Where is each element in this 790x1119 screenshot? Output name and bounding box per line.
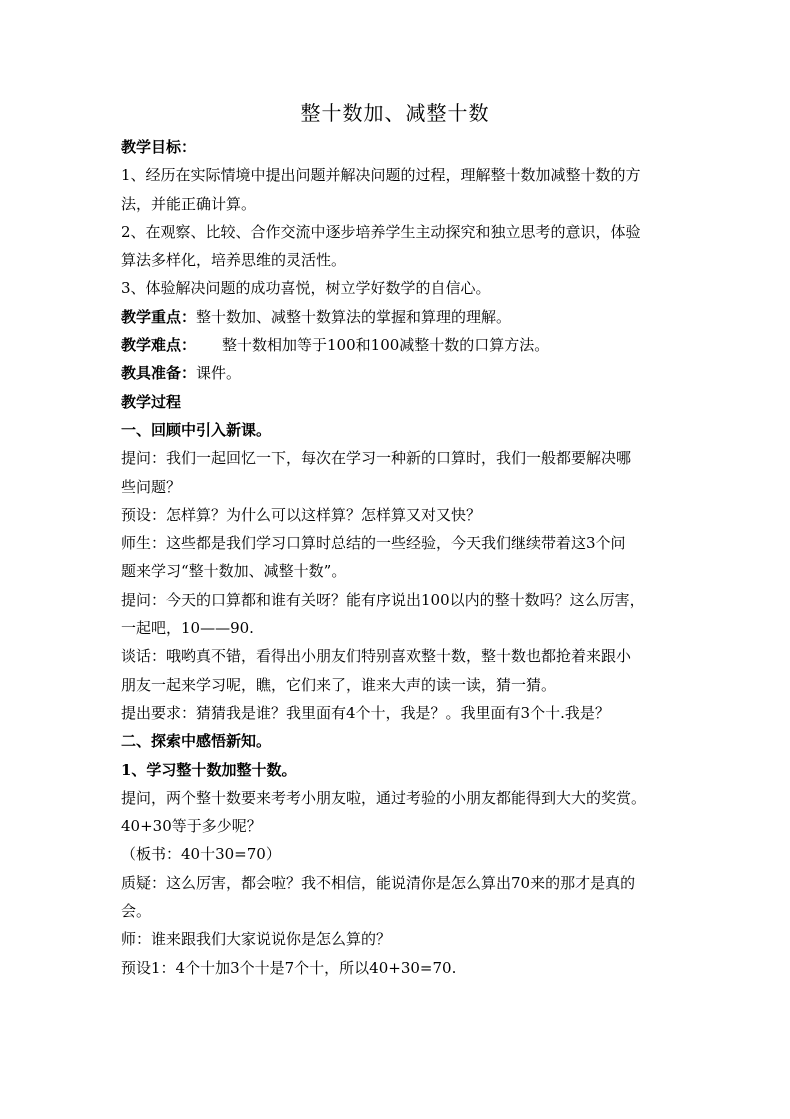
line-text: 提问，两个整十数要来考考小朋友啦，通过考验的小朋友都能得到大大的奖赏。 [121,788,647,807]
text-line [121,586,681,614]
line-text: 预设：怎样算？为什么可以这样算？怎样算又对又快？ [121,505,482,524]
line-text: 3、体验解决问题的成功喜悦，树立学好数学的自信心。 [121,279,491,298]
text-line [121,840,681,868]
line-text: 质疑：这么厉害，都会啦？我不相信，能说清你是怎么算出70来的那才是真的 [121,873,636,892]
line-text: 算法多样化，培养思维的灵活性。 [121,251,347,270]
text-line [121,274,681,302]
text-line [121,246,681,274]
text-line [121,671,681,699]
line-text: 2、在观察、比较、合作交流中逐步培养学生主动探究和独立思考的意识，体验 [121,222,641,241]
section-label: 教学难点： [121,336,197,355]
line-text: 师生：这些都是我们学习口算时总结的一些经验，今天我们继续带着这3个问 [121,534,626,553]
document-body [121,133,681,982]
line-text: 一、回顾中引入新课。 [121,420,272,439]
text-line [121,161,681,189]
text-line [121,218,681,246]
text-line [121,190,681,218]
line-text: 课件。 [196,364,242,383]
line-text: 谈话：哦哟真不错，看得出小朋友们特别喜欢整十数，整十数也都抢着来跟小 [121,647,632,666]
text-line [121,529,681,557]
line-text: 些问题？ [121,477,182,496]
text-line [121,359,681,387]
text-line [121,784,681,812]
line-text: 教学目标： [121,138,197,156]
line-text: 1、经历在实际情境中提出问题并解决问题的过程，理解整十数加减整十数的方 [121,166,641,185]
text-line [121,331,681,359]
line-text: 一起吧，10——90. [121,619,254,638]
line-text: 教学过程 [121,392,182,411]
line-text: 会。 [121,902,152,921]
section-label: 教具准备： [121,364,197,383]
text-line [121,133,681,161]
text-line [121,812,681,840]
text-line [121,501,681,529]
document-title: 整十数加、减整十数 [300,101,490,125]
text-line [121,614,681,642]
line-text: （板书：40十30=70） [121,845,281,864]
line-text: 提出要求：猜猜我是谁？我里面有4个十，我是？。我里面有3个十.我是？ [121,703,610,722]
line-text: 法，并能正确计算。 [121,194,257,213]
text-line [121,416,681,444]
text-line [121,756,681,784]
text-line [121,303,681,331]
line-text: 提问：今天的口算都和谁有关呀？能有序说出100以内的整十数吗？这么厉害， [121,590,645,609]
text-line [121,954,681,982]
text-line [121,388,681,416]
text-line [121,473,681,501]
text-line [121,699,681,727]
text-line [121,444,681,472]
line-text: 预设1：4个十加3个十是7个十，所以40+30=70. [121,958,457,977]
text-line [121,925,681,953]
text-line [121,897,681,925]
text-line [121,727,681,755]
line-text: 朋友一起来学习呢，瞧，它们来了，谁来大声的读一读，猜一猜。 [121,675,557,694]
text-line [121,869,681,897]
line-text: 题来学习“整十数加、减整十数”。 [121,562,347,581]
line-text: 提问：我们一起回忆一下，每次在学习一种新的口算时，我们一般都要解决哪 [121,449,632,468]
line-text: 整十数相加等于100和100减整十数的口算方法。 [222,336,550,355]
line-text: 整十数加、减整十数算法的掌握和算理的理解。 [196,307,512,326]
text-line [121,557,681,585]
section-label: 教学重点： [121,307,197,326]
text-line [121,642,681,670]
line-text: 师：谁来跟我们大家说说你是怎么算的？ [121,930,392,949]
line-text: 二、探索中感悟新知。 [121,732,272,751]
line-text: 1、学习整十数加整十数。 [121,760,297,779]
line-text: 40+30等于多少呢？ [121,817,262,836]
